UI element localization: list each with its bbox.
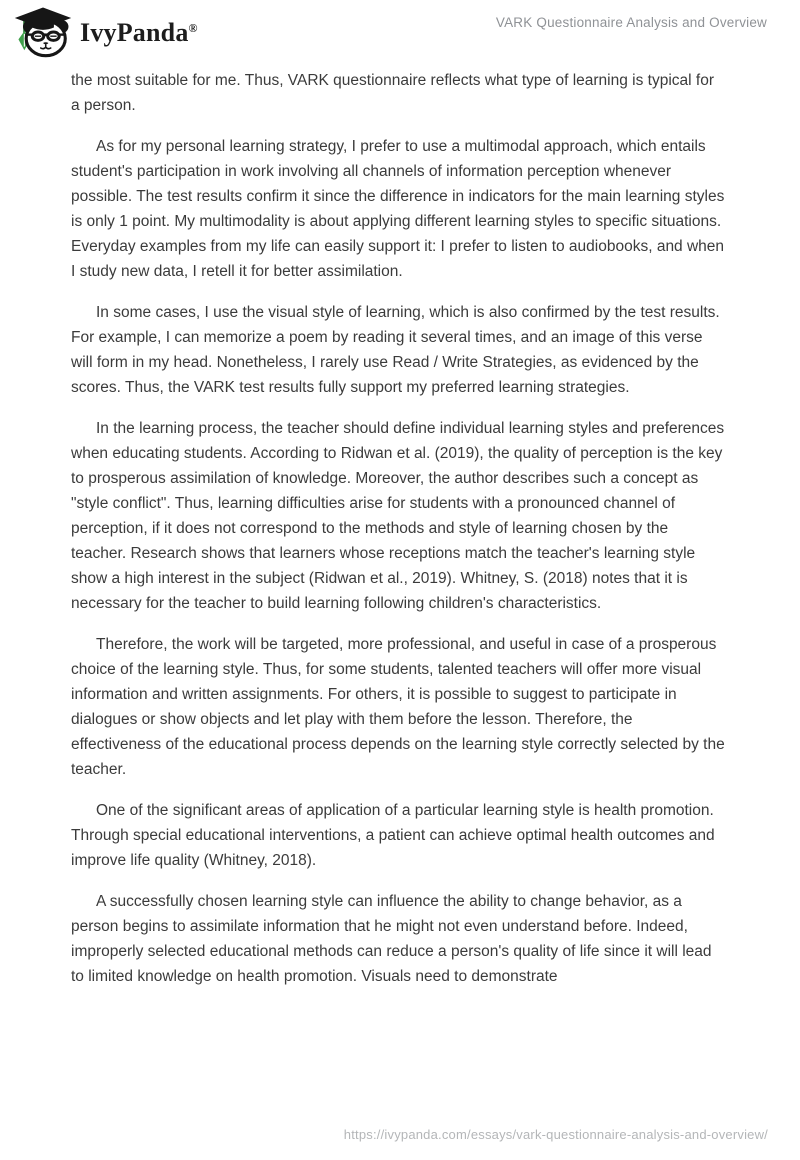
- essay-paragraph: A successfully chosen learning style can influence the ability to change behavior, as a person begins to assimilate information that he might not even understand before. Indeed, improperly selected educational methods can reduce a person's quality of life since it will lead to limited knowledge on health promotion. Visuals need to demonstrate: [71, 893, 712, 985]
- essay-paragraph: the most suitable for me. Thus, VARK questionnaire reflects what type of learning is typical for a person.: [71, 72, 714, 114]
- essay-paragraph: In the learning process, the teacher should define individual learning styles and preferences when educating students. According to Ridwan et al. (2019), the quality of perception is the key to prosperous assimilation of knowledge. Moreover, the author describes such a concept as "style conflict". Thus, learning difficulties arise for students with a pronounced channel of perception, if it does not correspond to the methods and style of learning chosen by the teacher. Research shows that learners whose receptions match the teacher's learning style show a high interest in the subject (Ridwan et al., 2019). Whitney, S. (2018) notes that it is necessary for the teacher to build learning following children's characteristics.: [71, 420, 725, 612]
- essay-paragraph: Therefore, the work will be targeted, more professional, and useful in case of a prosperous choice of the learning style. Thus, for some students, talented teachers will offer more visual information and written assignments. For others, it is possible to suggest to participate in dialogues or show objects and let play with them before the lesson. Therefore, the effectiveness of the educational process depends on the learning style correctly selected by the teacher.: [71, 636, 725, 778]
- page-header: [0, 0, 800, 66]
- panda-graduation-cap-icon: [13, 6, 73, 60]
- essay-paragraph: In some cases, I use the visual style of learning, which is also confirmed by the test results. For example, I can memorize a poem by reading it several times, and an image of this verse will form in my head. Nonetheless, I rarely use Read / Write Strategies, as evidenced by the scores. Thus, the VARK test results fully support my preferred learning strategies.: [71, 304, 720, 396]
- brand-name: IvyPanda: [80, 18, 189, 47]
- document-title: VARK Questionnaire Analysis and Overview: [495, 15, 767, 30]
- ivypanda-logo: [13, 6, 198, 60]
- essay-paragraph: One of the significant areas of application of a particular learning style is health promotion. Through special educational interventions, a patient can achieve optimal health outcomes and improve life quality (Whitney, 2018).: [71, 802, 715, 869]
- registered-trademark-symbol: ®: [188, 21, 198, 35]
- source-url: https://ivypanda.com/essays/vark-questionnaire-analysis-and-overview/: [343, 1127, 768, 1142]
- brand-wordmark: [80, 20, 198, 46]
- essay-paragraph: As for my personal learning strategy, I prefer to use a multimodal approach, which entails student's participation in work involving all channels of information perception whenever possible. The test results confirm it since the difference in indicators for the main learning styles is only 1 point. My multimodality is about applying different learning styles to specific situations. Everyday examples from my life can easily support it: I prefer to listen to audiobooks, and when I study new data, I retell it for better assimilation.: [71, 138, 725, 280]
- essay-body: [71, 68, 726, 1005]
